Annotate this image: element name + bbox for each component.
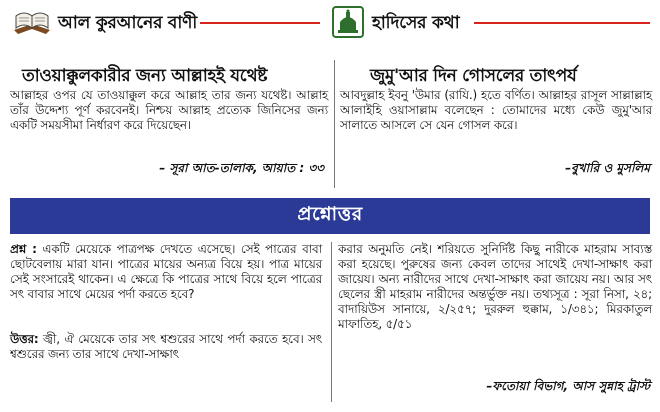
quran-source: – সূরা আত-তালাক, আয়াত : ৩৩ (159, 161, 324, 175)
question-label: প্রশ্ন : (10, 242, 37, 256)
quran-body: আল্লাহর ওপর যে তাওয়াক্কুল করে আল্লাহ তার জন্য যথেষ্ট। আল্লাহ তাঁর উদ্দেশ্য পূর্ণ করবেনই। নিশ্চয় আল্লাহ প্রত্যেক জিনিসের জন্য একটি সময়সীমা নির্ধারণ করে দিয়েছেন। (10, 88, 328, 132)
hadith-header-rule (474, 22, 650, 24)
qa-left-column (10, 242, 322, 362)
quran-header-rule (200, 22, 320, 24)
quran-heading: তাওয়াক্কুলকারীর জন্য আল্লাহই যথেষ্ট (22, 66, 268, 86)
quran-book-icon (10, 4, 54, 38)
answer-text-part2: করার অনুমতি নেই। শরিয়তে সুনির্দিষ্ট কিছু নারীকে মাহরাম সাব্যস্ত করা হয়েছে। পুরুষের জন্য কেবল তাদের সাথেই দেখা-সাক্ষাৎ করা জায়েয। অন্য নারীদের সাথে দেখা-সাক্ষাৎ করা জায়েয নয়। আর সৎ ছেলের স্ত্রী মাহরাম নারীদের অন্তর্ভুক্ত নয়। তথ্যসূত্র : সূরা নিসা, ২৪; বাদায়িউস সানায়ে, ২/২৫৭; দুররুল হুক্কাম, ১/৩৪১; মিরকাতুল মাফাতিহ, ৫/৫১ (338, 242, 652, 331)
qa-source: –ফতোয়া বিভাগ, আস সুন্নাহ ট্রাস্ট (486, 379, 650, 393)
qa-column-divider (331, 242, 332, 402)
question-text: একটি মেয়েকে পাত্রপক্ষ দেখতে এসেছে। সেই পাত্রের বাবা ছোটবেলায় মারা যান। পাত্রের মায়ের অন্যত্র বিয়ে হয়। পাত্র মায়ের সেই সংসারেই থাকেন। এ ক্ষেত্রে কি পাত্রের সাথে বিয়ে হলে পাত্রের সৎ বাবার সাথে মেয়ের পর্দা করতে হবে? (10, 242, 322, 301)
answer-paragraph (10, 332, 322, 362)
answer-text-part1: জ্বী, ঐ মেয়েকে তার সৎ শ্বশুরের সাথে পর্দা করতে হবে। সৎ শ্বশুরের জন্য তার সাথে দেখা-সাক্ষাৎ (10, 332, 322, 361)
qa-banner-title: প্রশ্নোত্তর (297, 203, 363, 225)
question-paragraph (10, 242, 322, 302)
top-column-divider (334, 60, 335, 188)
hadith-body: আবদুল্লাহ ইবনু 'উমার (রাযি.) হতে বর্ণিত। আল্লাহর রাসূল সাল্লাল্লাহ আলাইহি ওয়াসাল্লাম বলেছেন : তোমাদের মধ্যে কেউ জুমু'আর সালাতে আসলে সে যেন গোসল করে। (340, 88, 652, 132)
hadith-source: –বুখারি ও মুসলিম (565, 161, 650, 175)
mosque-logo-icon (332, 6, 364, 38)
hadith-section-title: হাদিসের কথা (372, 13, 460, 33)
answer-label: উত্তর: (10, 332, 39, 346)
qa-banner (10, 198, 650, 234)
hadith-heading: জুমু'আর দিন গোসলের তাৎপর্য (370, 66, 577, 86)
quran-section-title: আল কুরআনের বাণী (58, 13, 198, 33)
